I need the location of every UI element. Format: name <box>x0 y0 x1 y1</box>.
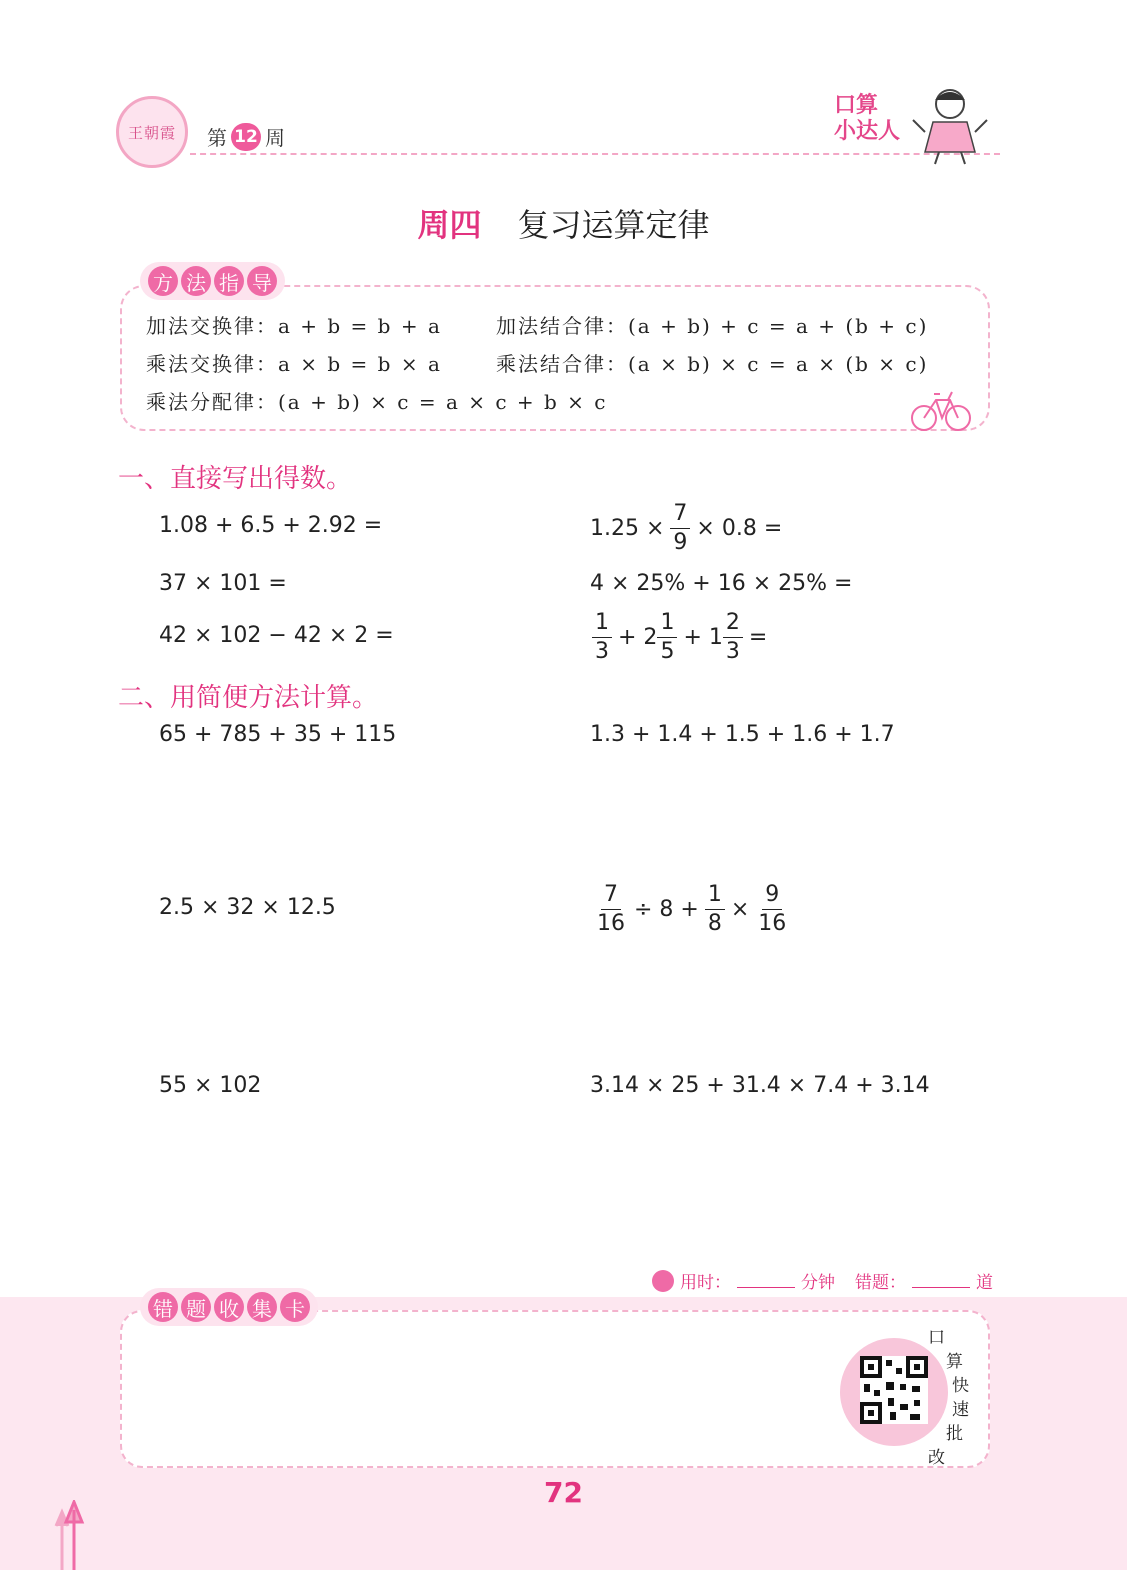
fraction-numerator: 9 <box>762 884 782 910</box>
page-number: 72 <box>544 1476 583 1509</box>
fraction-denominator: 9 <box>673 530 688 555</box>
time-unit: 分钟 <box>801 1273 835 1293</box>
fraction <box>594 884 628 935</box>
section2-heading: 二、用简便方法计算。 <box>118 683 379 713</box>
time-blank[interactable] <box>737 1273 795 1288</box>
fraction <box>755 884 789 935</box>
method-title-char: 法 <box>181 266 211 296</box>
plus-whole-2: + 2 <box>618 625 658 650</box>
week-prefix: 第 <box>207 126 227 150</box>
problem-5: 42 × 102 − 42 × 2 = <box>159 623 394 648</box>
corner-arrow-icon <box>52 1500 92 1574</box>
time-record <box>652 1268 993 1293</box>
method-guide-title <box>140 262 285 300</box>
error-unit: 道 <box>976 1273 993 1293</box>
fraction-numerator: 2 <box>723 612 743 638</box>
qr-caption-char: 改 <box>928 1448 945 1468</box>
error-title-char: 卡 <box>280 1292 310 1322</box>
method-title-char: 方 <box>148 266 178 296</box>
error-card-title <box>140 1288 318 1326</box>
qr-caption-char: 口 <box>928 1328 945 1348</box>
problem-2-b: × 0.8 = <box>696 516 783 541</box>
fraction <box>705 884 725 935</box>
calc-2: 1.3 + 1.4 + 1.5 + 1.6 + 1.7 <box>590 722 895 747</box>
error-title-char: 收 <box>214 1292 244 1322</box>
error-blank[interactable] <box>912 1273 970 1288</box>
calc-5: 55 × 102 <box>159 1073 262 1098</box>
publisher-seal-logo <box>116 96 188 168</box>
fraction-denominator: 3 <box>595 639 609 664</box>
error-label: 错题： <box>855 1273 906 1293</box>
qr-caption-char: 速 <box>952 1400 969 1420</box>
calc-4 <box>588 884 795 935</box>
calc-4-mid: ÷ 8 + <box>634 897 699 922</box>
fraction-denominator: 3 <box>725 639 740 664</box>
mascot-girl-icon <box>905 82 995 170</box>
law-add-commutative: 加法交换律：a + b = b + a <box>146 314 442 338</box>
page-title <box>0 200 1127 246</box>
fraction-denominator: 8 <box>707 911 722 936</box>
fraction-numerator: 7 <box>601 884 621 910</box>
fraction-denominator: 16 <box>758 911 787 936</box>
qr-code-icon[interactable] <box>860 1356 928 1424</box>
qr-caption-char: 算 <box>946 1352 963 1372</box>
fraction-denominator: 16 <box>597 911 625 936</box>
problem-1: 1.08 + 6.5 + 2.92 = <box>159 513 383 538</box>
title-main: 复习运算定律 <box>517 206 710 244</box>
error-title-char: 错 <box>148 1292 178 1322</box>
method-title-char: 导 <box>247 266 277 296</box>
error-title-char: 题 <box>181 1292 211 1322</box>
fraction-denominator: 5 <box>660 639 675 664</box>
fraction-numerator: 1 <box>592 612 612 638</box>
error-title-char: 集 <box>247 1292 277 1322</box>
fraction <box>670 503 690 554</box>
equals: = <box>748 625 768 650</box>
law-mul-associative: 乘法结合律：(a × b) × c = a × (b × c) <box>496 352 929 376</box>
fraction-numerator: 7 <box>670 503 690 529</box>
calc-6: 3.14 × 25 + 31.4 × 7.4 + 3.14 <box>590 1073 930 1098</box>
law-mul-commutative: 乘法交换律：a × b = b × a <box>146 352 442 376</box>
law-add-associative: 加法结合律：(a + b) + c = a + (b + c) <box>496 314 929 338</box>
calc-4-times: × <box>730 897 750 922</box>
section1-heading: 一、直接写出得数。 <box>118 464 353 494</box>
calc-1: 65 + 785 + 35 + 115 <box>159 722 397 747</box>
brand-logo <box>834 93 900 145</box>
qr-caption <box>928 1326 968 1470</box>
problem-6 <box>586 612 767 663</box>
bicycle-icon <box>910 388 972 436</box>
method-title-char: 指 <box>214 266 244 296</box>
qr-caption-char: 批 <box>946 1424 963 1444</box>
problem-2-a: 1.25 × <box>590 516 665 541</box>
problem-2 <box>590 503 782 554</box>
calc-3: 2.5 × 32 × 12.5 <box>159 895 336 920</box>
header-divider <box>190 153 1000 155</box>
stopwatch-icon <box>652 1270 674 1292</box>
seal-text: 王朝霞 <box>127 123 176 142</box>
fraction <box>592 612 612 663</box>
title-day: 周四 <box>417 206 482 244</box>
plus-whole-1: + 1 <box>683 625 723 650</box>
fraction <box>657 612 677 663</box>
week-suffix: 周 <box>265 126 285 150</box>
brand-line2: 小达人 <box>834 119 901 144</box>
time-label: 用时： <box>680 1273 731 1293</box>
fraction-numerator: 1 <box>657 612 677 638</box>
fraction <box>723 612 743 663</box>
brand-line1: 口算 <box>834 93 879 118</box>
problem-4: 4 × 25% + 16 × 25% = <box>590 571 853 596</box>
week-number-badge: 12 <box>231 123 261 151</box>
qr-caption-char: 快 <box>952 1376 969 1396</box>
problem-3: 37 × 101 = <box>159 571 287 596</box>
week-label <box>207 122 285 151</box>
fraction-numerator: 1 <box>705 884 725 910</box>
law-distributive: 乘法分配律：(a + b) × c = a × c + b × c <box>146 390 608 414</box>
